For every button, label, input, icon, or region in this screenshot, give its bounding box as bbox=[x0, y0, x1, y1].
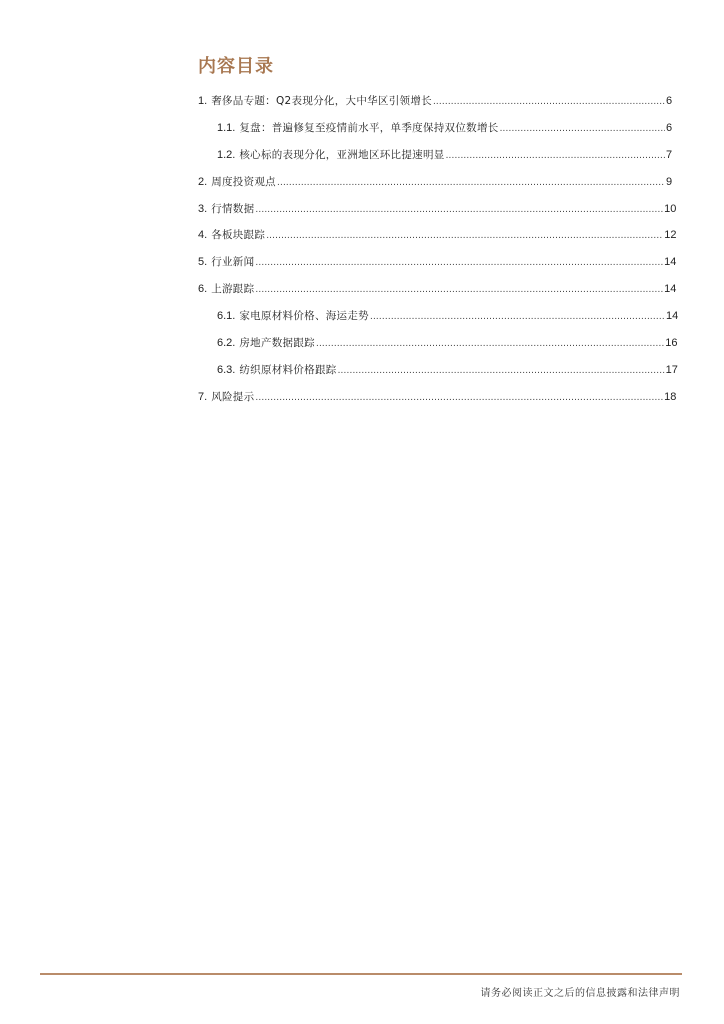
toc-entry-page: 14 bbox=[666, 310, 679, 323]
toc-entry-page: 6 bbox=[666, 121, 673, 134]
toc-entry-number: 3. bbox=[198, 202, 208, 215]
toc-entry-text: 家电原材料价格、海运走势 bbox=[239, 310, 369, 323]
toc-entry-page: 18 bbox=[664, 390, 677, 403]
toc-dot-leader bbox=[255, 281, 663, 299]
toc-entry-2[interactable] bbox=[198, 173, 672, 200]
toc-dot-leader bbox=[316, 335, 664, 353]
toc-entry-4[interactable] bbox=[198, 226, 677, 253]
toc-entry-1[interactable] bbox=[198, 92, 672, 119]
toc-entry-page: 16 bbox=[665, 337, 678, 350]
toc-entry-number: 1.2. bbox=[217, 148, 236, 161]
toc-entry-text: 行业新闻 bbox=[211, 256, 255, 269]
toc-dot-leader bbox=[255, 389, 663, 407]
toc-dot-leader bbox=[433, 93, 665, 111]
toc-entry-text: 各板块跟踪 bbox=[211, 229, 266, 242]
toc-entry-number: 6. bbox=[198, 283, 208, 296]
toc-dot-leader bbox=[338, 362, 665, 380]
toc-dot-leader bbox=[446, 147, 665, 165]
toc-entry-1-2[interactable] bbox=[198, 146, 672, 173]
toc-entry-3[interactable] bbox=[198, 200, 677, 227]
toc-entry-page: 10 bbox=[664, 202, 677, 215]
toc-dot-leader bbox=[277, 174, 665, 192]
toc-entry-number: 7. bbox=[198, 390, 208, 403]
footer-divider bbox=[40, 973, 682, 975]
table-of-contents bbox=[198, 92, 679, 415]
toc-entry-text: 纺织原材料价格跟踪 bbox=[239, 363, 337, 376]
toc-entry-text: 奢侈品专题：Q2表现分化，大中华区引领增长 bbox=[211, 95, 432, 107]
toc-entry-number: 2. bbox=[198, 175, 208, 188]
toc-entry-page: 17 bbox=[665, 363, 678, 376]
toc-title: 内容目录 bbox=[198, 56, 274, 77]
toc-entry-number: 6.3. bbox=[217, 363, 236, 376]
toc-entry-page: 6 bbox=[666, 95, 673, 107]
toc-entry-6-3[interactable] bbox=[198, 361, 678, 388]
toc-entry-text: 周度投资观点 bbox=[211, 175, 276, 188]
toc-entry-page: 14 bbox=[664, 256, 677, 269]
toc-entry-number: 1. bbox=[198, 95, 208, 107]
toc-entry-page: 12 bbox=[664, 229, 677, 242]
toc-entry-text: 复盘：普遍修复至疫情前水平，单季度保持双位数增长 bbox=[239, 121, 499, 134]
toc-entry-6-1[interactable] bbox=[198, 307, 679, 334]
toc-entry-page: 7 bbox=[666, 148, 673, 161]
toc-entry-5[interactable] bbox=[198, 253, 677, 280]
toc-entry-7[interactable] bbox=[198, 388, 677, 415]
toc-entry-text: 风险提示 bbox=[211, 390, 255, 403]
toc-entry-1-1[interactable] bbox=[198, 119, 672, 146]
toc-dot-leader bbox=[500, 120, 665, 138]
toc-entry-text: 房地产数据跟踪 bbox=[239, 337, 315, 350]
toc-entry-page: 14 bbox=[664, 283, 677, 296]
toc-entry-6-2[interactable] bbox=[198, 334, 678, 361]
toc-entry-number: 4. bbox=[198, 229, 208, 242]
toc-entry-text: 上游跟踪 bbox=[211, 283, 255, 296]
toc-entry-number: 6.2. bbox=[217, 337, 236, 350]
footer-disclaimer: 请务必阅读正文之后的信息披露和法律声明 bbox=[480, 988, 680, 999]
toc-dot-leader bbox=[255, 201, 663, 219]
toc-entry-number: 5. bbox=[198, 256, 208, 269]
toc-dot-leader bbox=[370, 308, 665, 326]
toc-entry-text: 行情数据 bbox=[211, 202, 255, 215]
toc-entry-number: 6.1. bbox=[217, 310, 236, 323]
toc-entry-page: 9 bbox=[666, 175, 673, 188]
toc-dot-leader bbox=[255, 254, 663, 272]
toc-entry-text: 核心标的表现分化，亚洲地区环比提速明显 bbox=[239, 148, 445, 161]
toc-entry-number: 1.1. bbox=[217, 121, 236, 134]
toc-dot-leader bbox=[266, 227, 663, 245]
toc-entry-6[interactable] bbox=[198, 280, 677, 307]
